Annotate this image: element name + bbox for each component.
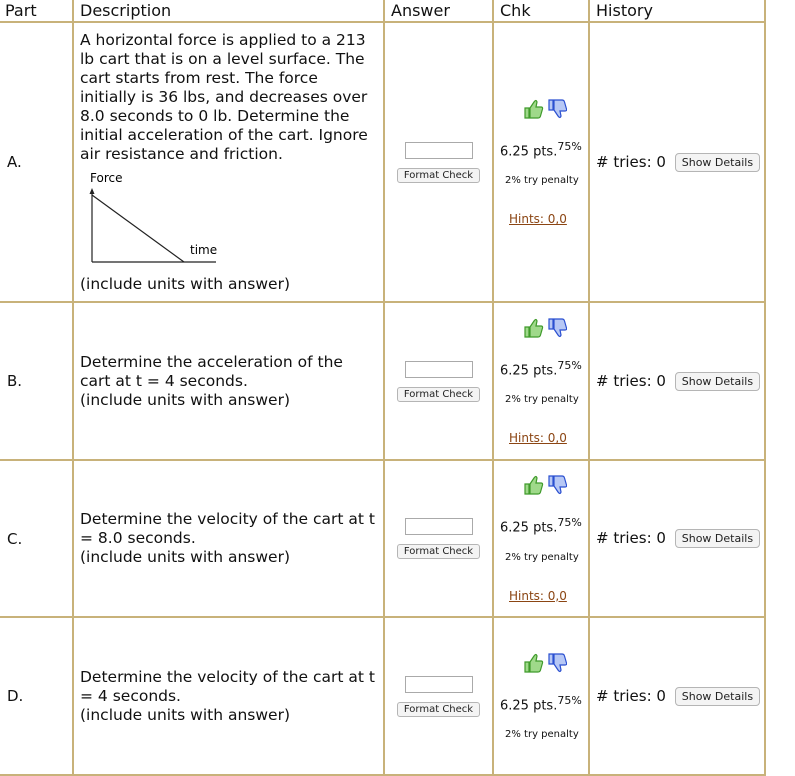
part-label: B.: [0, 302, 73, 460]
part-label: A.: [0, 22, 73, 302]
tries-count: # tries: 0: [596, 371, 666, 390]
answer-cell: [384, 22, 493, 302]
answer-input[interactable]: [405, 142, 473, 159]
history-cell: [589, 22, 765, 302]
chk-cell: [493, 302, 589, 460]
points-text: 6.25 pts.: [500, 363, 558, 379]
points-value: [500, 140, 588, 159]
question-text: Determine the acceleration of the cart at t = 4 seconds.: [80, 352, 343, 390]
chk-cell: [493, 22, 589, 302]
history-cell: [589, 302, 765, 460]
header-history: History: [589, 0, 765, 22]
answer-cell: [384, 460, 493, 617]
points-percent: 75%: [557, 358, 582, 372]
chk-cell: [493, 617, 589, 775]
hints-link[interactable]: Hints: 0,0: [509, 588, 567, 603]
points-text: 6.25 pts.: [500, 520, 558, 536]
answer-input[interactable]: [405, 361, 473, 378]
thumbs-down-icon[interactable]: [549, 100, 567, 118]
points-percent: 75%: [557, 693, 582, 707]
units-note: (include units with answer): [80, 705, 291, 724]
table-row: [0, 617, 765, 775]
header-chk: Chk: [493, 0, 589, 22]
y-axis-arrow-icon: [90, 188, 95, 194]
answer-input[interactable]: [405, 676, 473, 693]
points-percent: 75%: [557, 139, 582, 153]
show-details-button[interactable]: Show Details: [675, 687, 760, 706]
thumbs-up-icon[interactable]: [525, 654, 543, 672]
answer-cell: [384, 617, 493, 775]
format-check-button[interactable]: Format Check: [397, 387, 480, 402]
rating-icons: [500, 98, 588, 122]
format-check-button[interactable]: Format Check: [397, 702, 480, 717]
points-value: [500, 694, 588, 713]
thumbs-down-icon[interactable]: [549, 654, 567, 672]
tries-count: # tries: 0: [596, 686, 666, 705]
rating-icons: [500, 317, 588, 341]
thumbs-up-icon[interactable]: [525, 477, 543, 495]
part-label: D.: [0, 617, 73, 775]
try-penalty: 2% try penalty: [505, 175, 579, 187]
points-text: 6.25 pts.: [500, 144, 558, 160]
thumbs-down-icon[interactable]: [549, 319, 567, 337]
units-note: (include units with answer): [80, 548, 291, 566]
answer-input[interactable]: [405, 518, 473, 535]
show-details-button[interactable]: Show Details: [675, 529, 760, 548]
description-cell: [73, 617, 384, 775]
question-text: Determine the velocity of the cart at t = 4 seconds.: [80, 667, 375, 705]
force-time-graph: [80, 170, 220, 266]
format-check-button[interactable]: Format Check: [397, 168, 480, 183]
format-check-button[interactable]: Format Check: [397, 544, 480, 559]
history-cell: [589, 617, 765, 775]
header-row: [0, 0, 765, 22]
question-text: A horizontal force is applied to a 213 lb cart that is on a level surface. The cart starts from rest. The force initially is 36 lbs, and decreases over 8.0 seconds to 0 lb. Determine the initial acceleration of the cart. Ignore air resistance and friction.: [80, 30, 368, 163]
tries-count: # tries: 0: [596, 152, 666, 171]
graph-y-label: Force: [90, 170, 123, 185]
graph-x-label: time: [190, 242, 218, 257]
try-penalty: 2% try penalty: [505, 394, 579, 406]
tries-count: # tries: 0: [596, 529, 666, 547]
units-note: (include units with answer): [80, 274, 291, 293]
hints-link[interactable]: Hints: 0,0: [509, 431, 567, 446]
show-details-button[interactable]: Show Details: [675, 372, 760, 391]
rating-icons: [500, 652, 588, 676]
history-cell: [589, 460, 765, 617]
hints-link[interactable]: Hints: 0,0: [509, 212, 567, 227]
question-text: Determine the velocity of the cart at t = 8.0 seconds.: [80, 510, 375, 547]
thumbs-up-icon[interactable]: [525, 319, 543, 337]
header-description: Description: [73, 0, 384, 22]
answer-cell: [384, 302, 493, 460]
try-penalty: 2% try penalty: [505, 729, 579, 741]
points-percent: 75%: [557, 516, 582, 530]
points-value: [500, 359, 588, 378]
chk-cell: [493, 460, 589, 617]
rating-icons: [500, 474, 588, 498]
points-value: [500, 516, 588, 535]
header-answer: Answer: [384, 0, 493, 22]
table-row: [0, 22, 765, 302]
thumbs-down-icon[interactable]: [549, 476, 567, 494]
description-cell: [73, 460, 384, 617]
description-cell: [73, 302, 384, 460]
show-details-button[interactable]: Show Details: [675, 153, 760, 172]
part-label: C.: [0, 460, 73, 617]
force-line: [92, 195, 184, 262]
units-note: (include units with answer): [80, 390, 291, 409]
table-row: [0, 460, 765, 617]
table-row: [0, 302, 765, 460]
try-penalty: 2% try penalty: [505, 551, 579, 563]
points-text: 6.25 pts.: [500, 698, 558, 714]
description-cell: [73, 22, 384, 302]
header-part: Part: [0, 0, 73, 22]
thumbs-up-icon[interactable]: [525, 100, 543, 118]
